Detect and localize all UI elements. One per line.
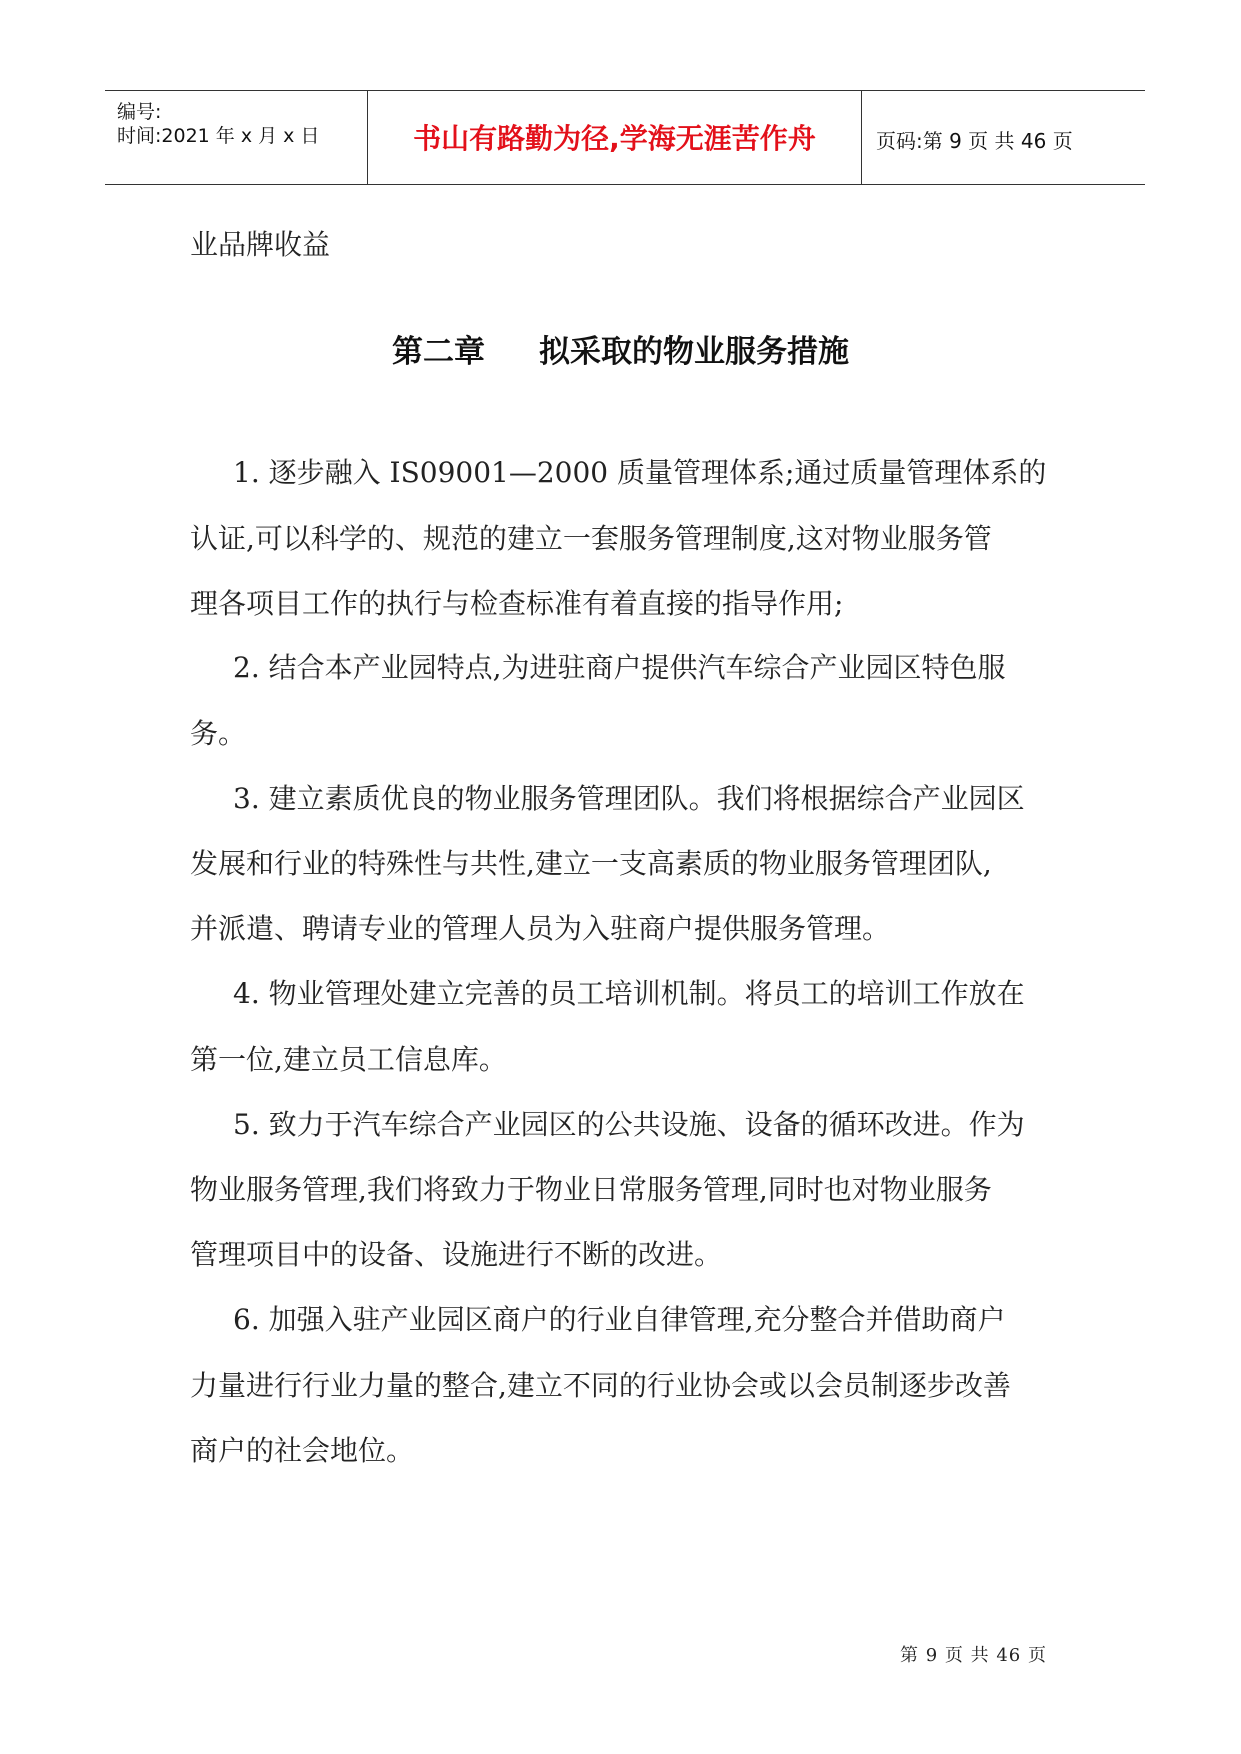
body-line: 6. 加强入驻产业园区商户的行业自律管理,充分整合并借助商户: [233, 1303, 1006, 1336]
chapter-title: 第二章 拟采取的物业服务措施: [392, 334, 849, 370]
body-line: 务。: [190, 717, 247, 750]
body-line: 管理项目中的设备、设施进行不断的改进。: [190, 1238, 723, 1271]
motto-text: 书山有路勤为径,学海无涯苦作舟: [413, 122, 816, 155]
body-line: 5. 致力于汽车综合产业园区的公共设施、设备的循环改进。作为: [233, 1108, 1025, 1141]
header-middle-cell: [368, 91, 862, 184]
page-code: 页码:第 9 页 共 46 页: [876, 129, 1073, 153]
body-line: 第一位,建立员工信息库。: [190, 1043, 507, 1076]
page-header: [105, 90, 1145, 185]
body-line: 商户的社会地位。: [190, 1434, 415, 1467]
number-label: 编号:: [117, 101, 162, 123]
body-line: 发展和行业的特殊性与共性,建立一支高素质的物业服务管理团队,: [190, 847, 992, 880]
time-label: 时间:2021 年 x 月 x 日: [117, 125, 320, 147]
body-line: 1. 逐步融入 IS09001—2000 质量管理体系;通过质量管理体系的: [233, 456, 1047, 489]
body-line: 力量进行行业力量的整合,建立不同的行业协会或以会员制逐步改善: [190, 1369, 1011, 1402]
body-line: 物业服务管理,我们将致力于物业日常服务管理,同时也对物业服务: [190, 1173, 992, 1206]
body-line: 并派遣、聘请专业的管理人员为入驻商户提供服务管理。: [190, 912, 891, 945]
continued-line: 业品牌收益: [190, 228, 331, 261]
header-left-cell: [105, 91, 368, 184]
body-line: 理各项目工作的执行与检查标准有着直接的指导作用;: [190, 587, 844, 620]
body-line: 3. 建立素质优良的物业服务管理团队。我们将根据综合产业园区: [233, 782, 1025, 815]
body-line: 认证,可以科学的、规范的建立一套服务管理制度,这对物业服务管: [190, 522, 992, 555]
page-footer: 第 9 页 共 46 页: [900, 1645, 1047, 1666]
body-line: 4. 物业管理处建立完善的员工培训机制。将员工的培训工作放在: [233, 977, 1025, 1010]
header-right-cell: [862, 91, 1145, 184]
body-line: 2. 结合本产业园特点,为进驻商户提供汽车综合产业园区特色服: [233, 651, 1006, 684]
